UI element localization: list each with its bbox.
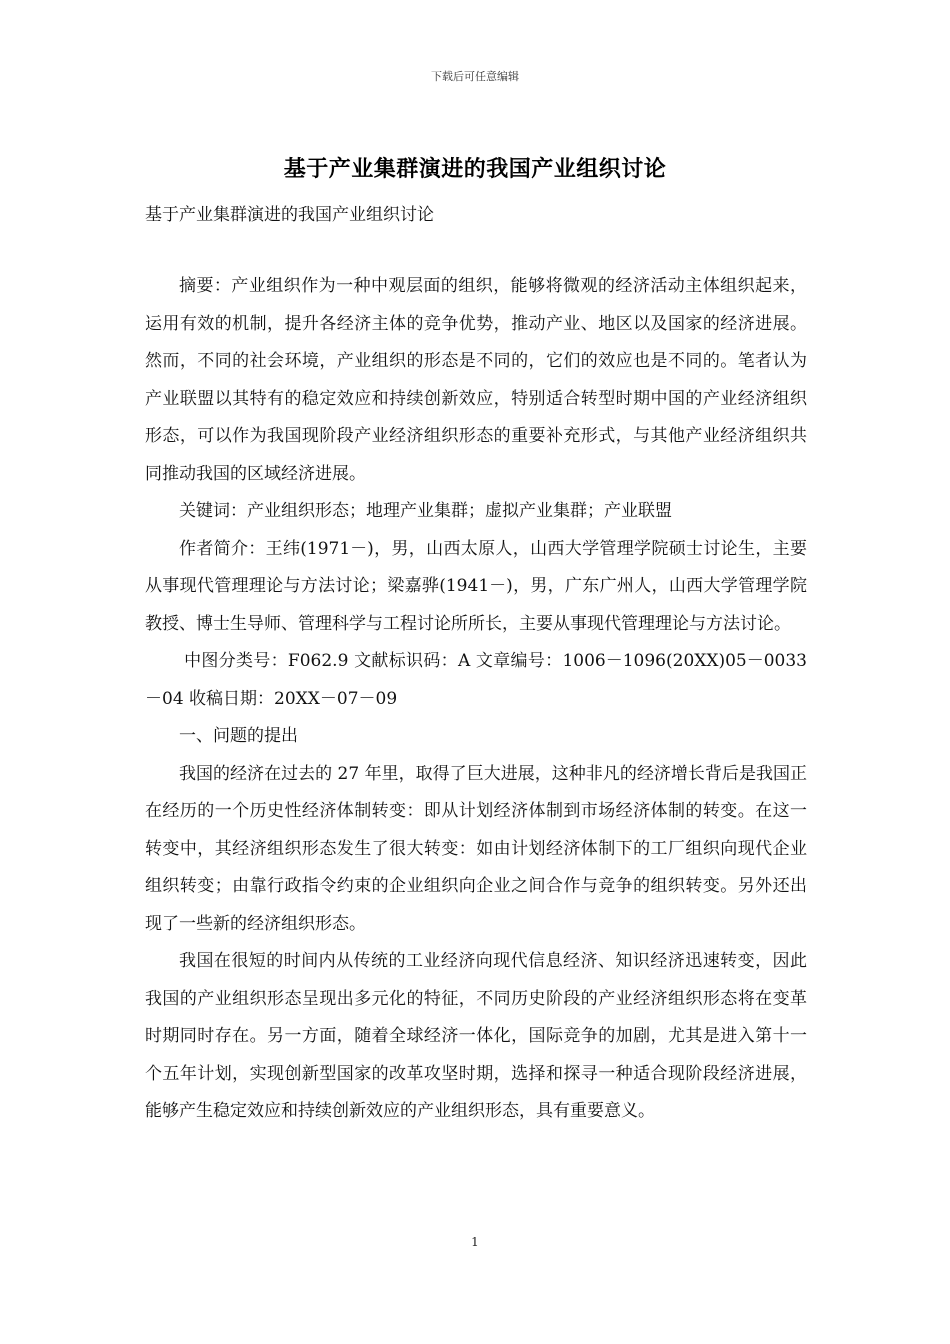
keywords-paragraph: 关键词：产业组织形态；地理产业集群；虚拟产业集群；产业联盟 bbox=[179, 501, 672, 521]
body-paragraph: 我国的经济在过去的 27 年里，取得了巨大进展，这种非凡的经济增长背后是我国正在经历的一个历史性经济体制转变：即从计划经济体制到市场经济体制的转变。在这一转变中，其经济组织形态发生了很大转变：如由计划经济体制下的工厂组织向现代企业组织转变；由靠行政指令约束的企业组织向企业之间合作与竞争的组织转变。另外还出现了一些新的经济组织形态。 bbox=[145, 763, 807, 934]
section-heading: 一、问题的提出 bbox=[179, 726, 298, 746]
document-subtitle: 基于产业集群演进的我国产业组织讨论 bbox=[145, 205, 434, 225]
classification-paragraph: 中图分类号：F062.9 文献标识码：A 文章编号：1006－1096(20XX)05－0033－04 收稿日期：20XX－07－09 bbox=[145, 651, 807, 709]
abstract-paragraph: 摘要：产业组织作为一种中观层面的组织，能够将微观的经济活动主体组织起来，运用有效的机制，提升各经济主体的竞争优势，推动产业、地区以及国家的经济进展。然而，不同的社会环境，产业组织的形态是不同的，它们的效应也是不同的。笔者认为产业联盟以其特有的稳定效应和持续创新效应，特别适合转型时期中国的产业经济组织形态，可以作为我国现阶段产业经济组织形态的重要补充形式，与其他产业经济组织共同推动我国的区域经济进展。 bbox=[145, 276, 807, 484]
document-title: 基于产业集群演进的我国产业组织讨论 bbox=[283, 157, 667, 182]
page-header-note: 下载后可任意编辑 bbox=[431, 70, 519, 83]
author-bio-paragraph: 作者简介：王纬(1971－)，男，山西太原人，山西大学管理学院硕士讨论生，主要从事现代管理理论与方法讨论；梁嘉骅(1941－)，男，广东广州人，山西大学管理学院教授、博士生导师、管理科学与工程讨论所所长，主要从事现代管理理论与方法讨论。 bbox=[145, 538, 807, 634]
body-paragraph: 我国在很短的时间内从传统的工业经济向现代信息经济、知识经济迅速转变，因此我国的产业组织形态呈现出多元化的特征，不同历史阶段的产业经济组织形态将在变革时期同时存在。另一方面，随着全球经济一体化，国际竞争的加剧，尤其是进入第十一个五年计划，实现创新型国家的改革攻坚时期，选择和探寻一种适合现阶段经济进展，能够产生稳定效应和持续创新效应的产业组织形态，具有重要意义。 bbox=[145, 951, 807, 1121]
document-body bbox=[145, 268, 807, 1131]
page-number: 1 bbox=[471, 1235, 479, 1249]
